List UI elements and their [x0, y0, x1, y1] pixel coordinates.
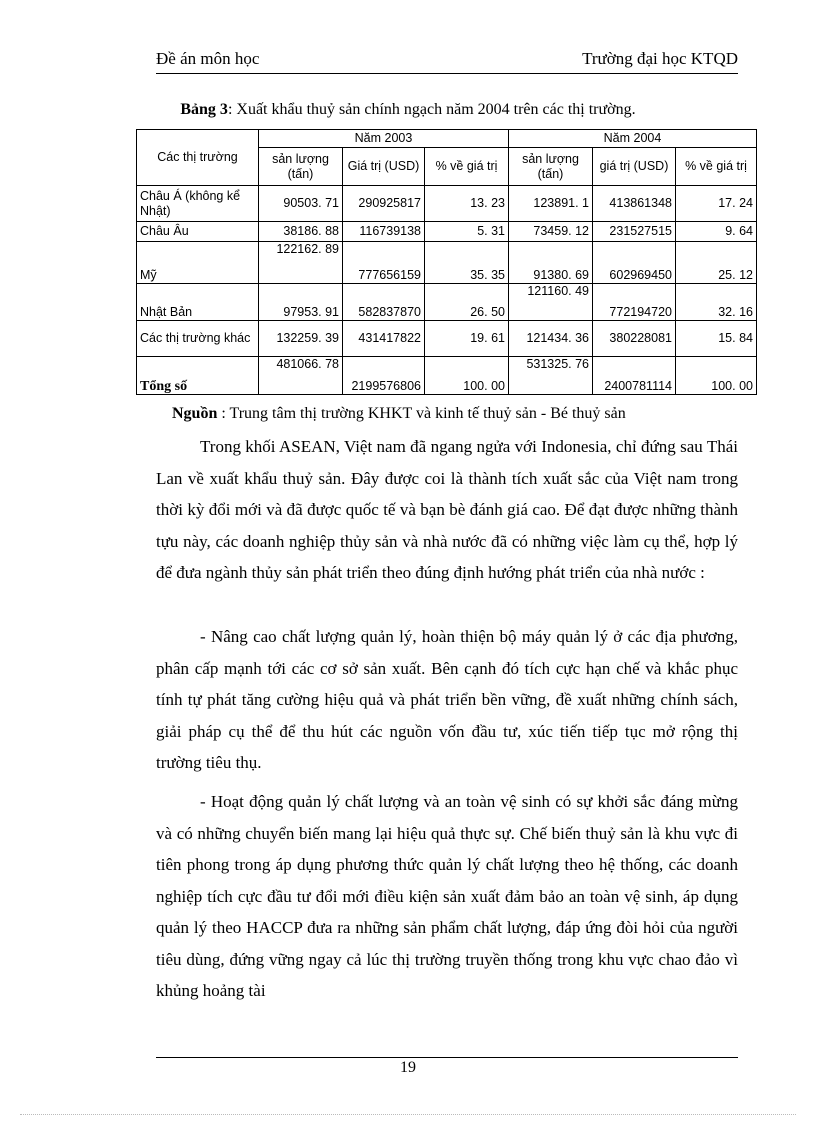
cell-quantity-2004: 531325. 76	[509, 357, 593, 395]
table-total-row	[137, 357, 757, 395]
header-year-2003: Năm 2003	[259, 130, 509, 148]
cell-quantity-2004: 91380. 69	[509, 242, 593, 284]
header-market: Các thị trường	[137, 130, 259, 186]
cell-percent-2003: 100. 00	[425, 357, 509, 395]
cell-value-2004: 413861348	[593, 186, 676, 222]
table-row	[137, 284, 757, 321]
footer-divider	[156, 1057, 738, 1058]
cell-value-2003: 431417822	[343, 321, 425, 357]
export-table	[136, 129, 757, 395]
source-text: : Trung tâm thị trường KHKT và kinh tế thuỷ sản - Bé thuỷ sản	[217, 405, 626, 422]
cell-percent-2004: 100. 00	[676, 357, 757, 395]
page-edge-dots	[20, 1114, 796, 1115]
cell-value-2004: 380228081	[593, 321, 676, 357]
cell-quantity-2004: 73459. 12	[509, 222, 593, 242]
cell-percent-2004: 32. 16	[676, 284, 757, 321]
cell-quantity-2003: 481066. 78	[259, 357, 343, 395]
cell-value-2003: 116739138	[343, 222, 425, 242]
cell-percent-2003: 35. 35	[425, 242, 509, 284]
cell-quantity-2003: 122162. 89	[259, 242, 343, 284]
table-row	[137, 242, 757, 284]
table-row	[137, 222, 757, 242]
cell-percent-2004: 17. 24	[676, 186, 757, 222]
body-paragraph: - Nâng cao chất lượng quản lý, hoàn thiện bộ máy quản lý ở các địa phương, phân cấp mạnh tới các cơ sở sản xuất. Bên cạnh đó tích cực hạn chế và khắc phục tính tự phát tăng cường hiệu quả và phát triển bền vững, đề xuất những chính sách, giải pháp cụ thể để thu hút các nguồn vốn đầu tư, xúc tiến tiếp tục mở rộng thị trường tiêu thụ.	[156, 627, 738, 772]
cell-percent-2004: 25. 12	[676, 242, 757, 284]
header-quantity-2004: sản lượng (tấn)	[509, 148, 593, 186]
header-course-title: Đề án môn học	[156, 49, 260, 68]
table-header-row	[137, 130, 757, 148]
table-source	[172, 405, 626, 423]
cell-market: Nhật Bản	[137, 284, 259, 321]
header-value-2003: Giá trị (USD)	[343, 148, 425, 186]
cell-quantity-2003: 38186. 88	[259, 222, 343, 242]
table-caption-text: : Xuất khẩu thuỷ sản chính ngạch năm 2004 trên các thị trường.	[227, 101, 636, 118]
table-row	[137, 186, 757, 222]
header-year-2004: Năm 2004	[509, 130, 757, 148]
cell-quantity-2003: 97953. 91	[259, 284, 343, 321]
cell-percent-2003: 19. 61	[425, 321, 509, 357]
cell-quantity-2003: 90503. 71	[259, 186, 343, 222]
cell-market: Các thị trường khác	[137, 321, 259, 357]
cell-value-2003: 582837870	[343, 284, 425, 321]
table-row	[137, 321, 757, 357]
body-paragraph: Trong khối ASEAN, Việt nam đã ngang ngửa với Indonesia, chỉ đứng sau Thái Lan về xuất khẩu thuỷ sản. Đây được coi là thành tích xuất sắc của Việt nam trong thời kỳ đổi mới và đã được quốc tế và bạn bè đánh giá cao. Để đạt được những thành tựu này, các doanh nghiệp thủy sản và nhà nước đã có những việc làm cụ thể, hợp lý để đưa ngành thủy sản phát triển theo đúng định hướng phát triển của nhà nước :	[156, 437, 738, 582]
cell-percent-2003: 26. 50	[425, 284, 509, 321]
page-number: 19	[400, 1059, 416, 1076]
cell-percent-2004: 15. 84	[676, 321, 757, 357]
header-value-2004: giá trị (USD)	[593, 148, 676, 186]
cell-value-2003: 2199576806	[343, 357, 425, 395]
cell-value-2003: 290925817	[343, 186, 425, 222]
cell-percent-2004: 9. 64	[676, 222, 757, 242]
cell-quantity-2004: 121434. 36	[509, 321, 593, 357]
header-divider	[156, 73, 738, 74]
source-label: Nguồn	[172, 405, 218, 422]
cell-quantity-2004: 123891. 1	[509, 186, 593, 222]
body-paragraph: - Hoạt động quản lý chất lượng và an toàn vệ sinh có sự khởi sắc đáng mừng và có những chuyển biến mang lại hiệu quả thực sự. Chế biến thuỷ sản là khu vực đi tiên phong trong áp dụng phương thức quản lý chất lượng theo hệ thống, các doanh nghiệp tích cực đầu tư đổi mới điều kiện sản xuất đảm bảo an toàn vệ sinh, áp dụng quản lý theo HACCP đưa ra những sản phẩm chất lượng, đáp ứng đòi hỏi của người tiêu dùng, đứng vững ngay cả lúc thị trường truyền thống trong khu vực chao đảo vì khủng hoảng tài	[156, 792, 738, 1000]
cell-value-2004: 231527515	[593, 222, 676, 242]
cell-value-2004: 772194720	[593, 284, 676, 321]
cell-percent-2003: 13. 23	[425, 186, 509, 222]
cell-percent-2003: 5. 31	[425, 222, 509, 242]
cell-value-2004: 602969450	[593, 242, 676, 284]
cell-value-2004: 2400781114	[593, 357, 676, 395]
cell-market: Mỹ	[137, 242, 259, 284]
cell-quantity-2004: 121160. 49	[509, 284, 593, 321]
page-header	[156, 49, 738, 71]
header-university: Trường đại học KTQD	[582, 49, 738, 68]
header-quantity-2003: sản lượng (tấn)	[259, 148, 343, 186]
table-caption-label: Bảng 3	[180, 101, 228, 118]
cell-market: Châu Âu	[137, 222, 259, 242]
table-caption	[0, 101, 816, 119]
cell-quantity-2003: 132259. 39	[259, 321, 343, 357]
cell-total-label: Tổng số	[137, 357, 259, 395]
header-percent-2003: % về giá trị	[425, 148, 509, 186]
cell-market: Châu Á (không kể Nhật)	[137, 186, 259, 222]
header-percent-2004: % về giá trị	[676, 148, 757, 186]
cell-value-2003: 777656159	[343, 242, 425, 284]
